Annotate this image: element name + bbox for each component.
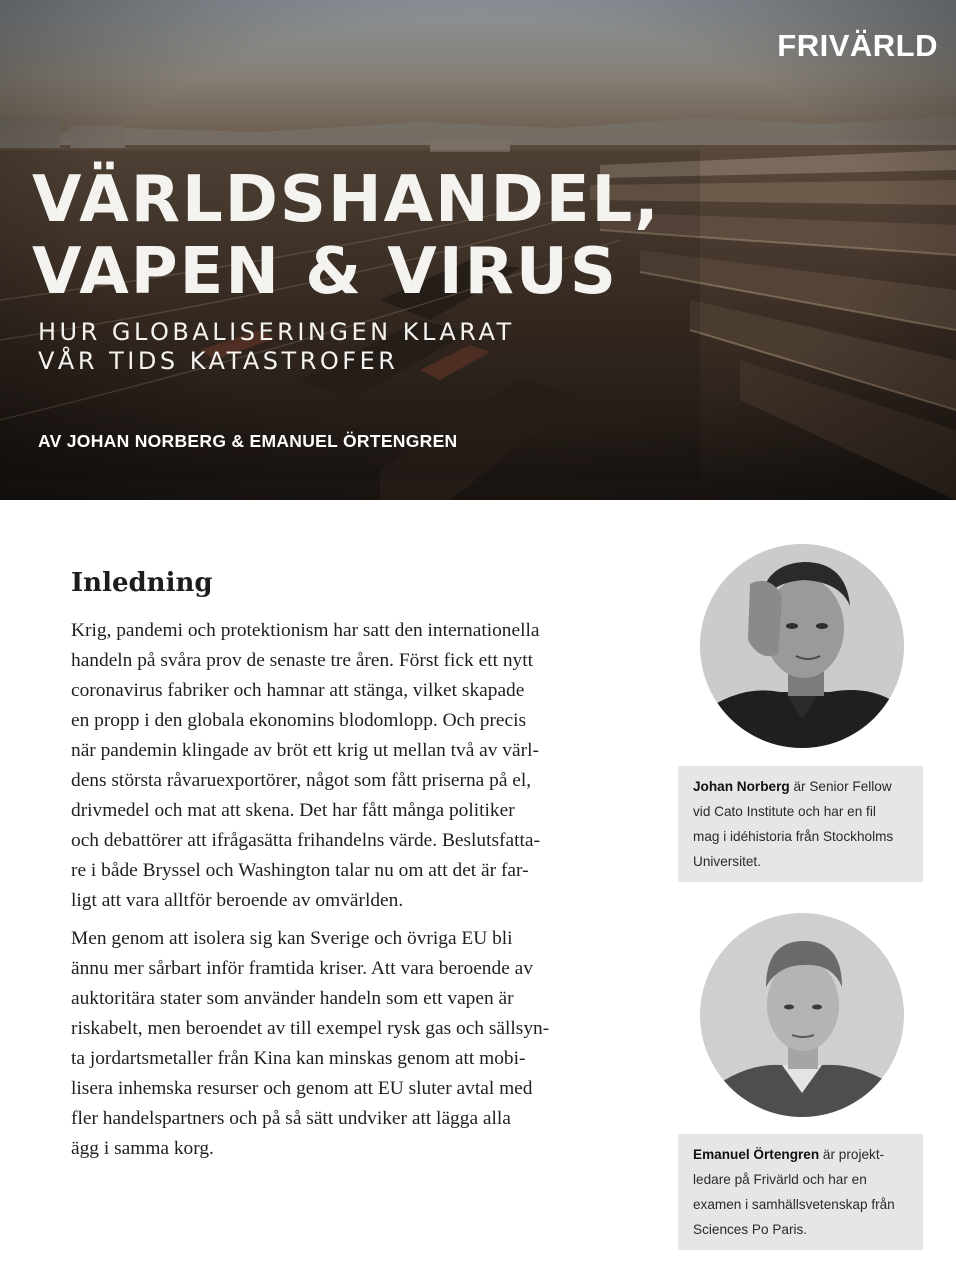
bio-line: Sciences Po Paris. (693, 1222, 808, 1237)
report-title (32, 164, 661, 308)
text-line: ägg i samma korg. (71, 1138, 214, 1159)
report-subtitle-line: HUR GLOBALISERINGEN KLARAT (38, 318, 515, 346)
text-line: auktoritära stater som använder handeln som ett vapen är (71, 988, 514, 1009)
text-line: dens största råvaruexportörer, något som fått priserna på el, (71, 770, 532, 791)
section-heading: Inledning (71, 568, 213, 598)
text-line: när pandemin klingade av bröt ett krig ut mellan två av värl- (71, 740, 539, 761)
text-line: coronavirus fabriker och hamnar att stänga, vilket skapade (71, 680, 525, 701)
text-line: och debattörer att ifrågasätta frihandelns värde. Beslutsfatta- (71, 830, 540, 851)
report-authors: AV JOHAN NORBERG & EMANUEL ÖRTENGREN (38, 431, 458, 451)
report-title-line: VÄRLDSHANDEL, (32, 163, 661, 237)
intro-paragraph (71, 924, 616, 1164)
text-line: drivmedel och mat att skena. Det har fått många politiker (71, 800, 515, 821)
author-bio-johan-norberg (678, 766, 923, 882)
text-line: riskabelt, men beroendet av till exempel rysk gas och sällsyn- (71, 1018, 550, 1039)
text-line: ligt att vara alltför beroende av omvärlden. (71, 890, 404, 911)
text-line: ännu mer sårbart inför framtida kriser. Att vara beroende av (71, 958, 533, 979)
author-name: Emanuel Örtengren (693, 1147, 820, 1162)
introduction-section (71, 568, 616, 1172)
text-line: ta jordartsmetaller från Kina kan minskas genom att mobi- (71, 1048, 526, 1069)
report-subtitle (38, 318, 515, 376)
bio-line: mag i idéhistoria från Stockholms (693, 829, 894, 844)
intro-paragraph (71, 616, 616, 916)
text-line: fler handelspartners och på så sätt undviker att lägga alla (71, 1108, 511, 1129)
bio-line (693, 1142, 913, 1167)
bio-line (693, 774, 913, 799)
author-bio-emanuel-ortengren (678, 1134, 923, 1250)
report-subtitle-line: VÅR TIDS KATASTROFER (38, 347, 399, 375)
bio-line: examen i samhällsvetenskap från (693, 1197, 895, 1212)
hero-banner (0, 0, 956, 500)
author-portrait-emanuel-ortengren (700, 913, 904, 1117)
frivarld-logo: FRIVÄRLD (777, 28, 938, 63)
author-portrait-johan-norberg (700, 544, 904, 748)
report-title-line: VAPEN & VIRUS (32, 235, 618, 309)
bio-line: Universitet. (693, 854, 761, 869)
bio-text: är Senior Fellow (789, 779, 892, 794)
author-name: Johan Norberg (693, 779, 790, 794)
text-line: Men genom att isolera sig kan Sverige och övriga EU bli (71, 928, 513, 949)
text-line: handeln på svåra prov de senaste tre åren. Först fick ett nytt (71, 650, 533, 671)
bio-text: är projekt- (819, 1147, 885, 1162)
bio-line: vid Cato Institute och har en fil (693, 804, 876, 819)
text-line: en propp i den globala ekonomins blodomlopp. Och precis (71, 710, 527, 731)
text-line: Krig, pandemi och protektionism har satt den internationella (71, 620, 540, 641)
bio-line: ledare på Frivärld och har en (693, 1172, 867, 1187)
text-line: lisera inhemska resurser och genom att EU sluter avtal med (71, 1078, 533, 1099)
text-line: re i både Bryssel och Washington talar nu om att det är far- (71, 860, 529, 881)
